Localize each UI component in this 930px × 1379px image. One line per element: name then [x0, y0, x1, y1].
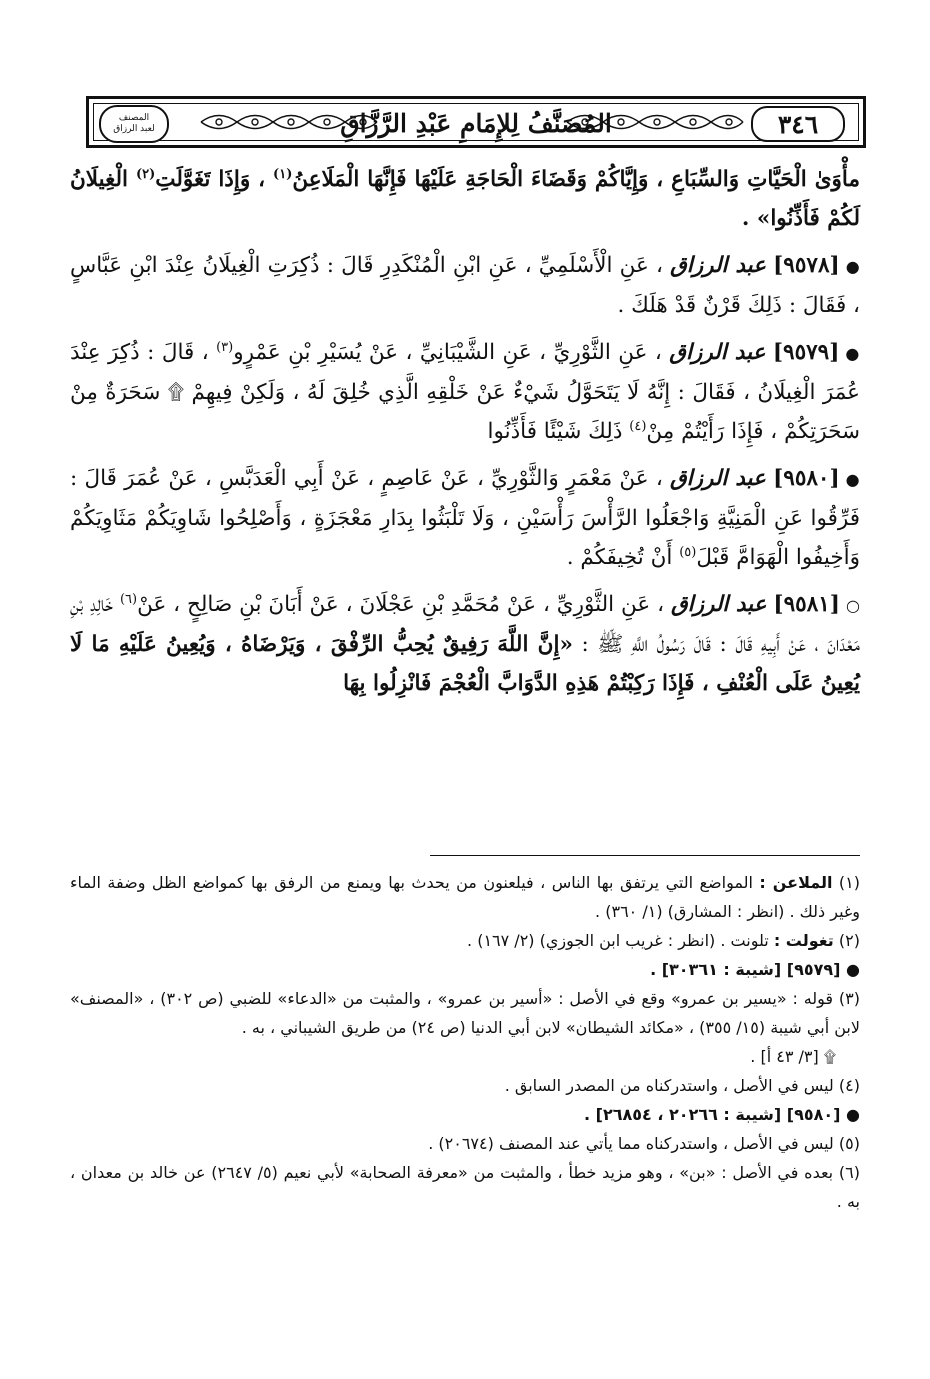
footnote-label: (٣): [838, 989, 860, 1008]
hadith-text: ، قَالَ : ذُكِرَ عِنْدَ عُمَرَ الْغِيلَانُ ، فَقَالَ : إِنَّهُ لَا يَتَحَوَّلُ شَيْءٌ عَنْ خَلْقِهِ الَّذِي خُلِقَ لَهُ ، وَلَكِنْ فِيهِمْ ۩ سَحَرَةٌ مِنْ سَحَرَتِكُمْ ، فَإِذَا رَأَيْتُمْ مِنْ: [70, 340, 860, 444]
author-name: عبد الرزاق: [670, 592, 767, 617]
hadith-text: أَنْ تُخِيفَكُمْ .: [566, 545, 680, 570]
manuscript-ref: ۩ [٣/ ٤٣ أ] .: [750, 1047, 836, 1066]
footnote-ref-1[interactable]: (١): [273, 166, 293, 182]
footnote-ref-5[interactable]: (٥): [679, 544, 697, 560]
page-number: ٣٤٦: [751, 106, 845, 142]
author-name: عبد الرزاق: [670, 253, 766, 278]
footnote-label: (٢): [838, 931, 860, 950]
footnote-term: الملاعن :: [759, 873, 833, 892]
footnote-ref-3[interactable]: (٣): [216, 339, 234, 355]
hadith-continuation: [70, 160, 860, 238]
source-ref-9580: ● [٩٥٨٠] [شيبة : ٢٠٢٦٦ ، ٢٦٨٥٤] .: [584, 1105, 860, 1124]
hadith-text: ، عَنِ الثَّوْرِيِّ ، عَنْ مُحَمَّدِ بْنِ عَجْلَانَ ، عَنْ أَبَانَ بْنِ صَالِحٍ ، عَنْ: [137, 592, 665, 617]
text-segment: ، وَإِذَا تَغَوَّلَتِ: [155, 167, 274, 192]
footnote-6: [70, 1158, 860, 1216]
footnote-2: [70, 926, 860, 955]
page-header: [86, 96, 866, 148]
seal-line-1: المصنف: [118, 113, 150, 123]
footnote-5: [70, 1129, 860, 1158]
footnote-3: [70, 984, 860, 1042]
hadith-9580: [70, 459, 860, 577]
hadith-text: ، عَنْ مَعْمَرٍ وَالثَّوْرِيِّ ، عَنْ عَاصِمٍ ، عَنْ أَبِي الْعَدَبَّسِ ، عَنْ عُمَرَ قَالَ : فَرِّقُوا عَنِ الْمَنِيَّةِ وَاجْعَلُوا الرَّأْسَ رَأْسَيْنِ ، وَلَا تَلْبَثُوا بِدَارِ مَعْجَزَةٍ ، وَأَصْلِحُوا شَاوِيَكُمْ مَثَاوِيَكُمْ وَأَخِيفُوا الْهَوَامَّ قَبْلَ: [70, 466, 860, 570]
author-name: عبد الرزاق: [669, 466, 766, 491]
hadith-number: [٩٥٨٠]: [773, 466, 840, 491]
footnote-label: (٤): [838, 1076, 860, 1095]
hadith-text: ذَلِكَ شَيْئًا فَأَذِّنُوا: [487, 419, 630, 444]
hadith-text: خَالِدِ بْنِ مَعْدَانَ ، عَنْ أَبِيهِ قَالَ : قَالَ رَسُولُ اللَّهِ ﷺ :: [70, 592, 860, 657]
bullet-marker: ●: [845, 344, 860, 363]
book-seal-logo: [99, 105, 169, 143]
footnote-label: (٥): [838, 1134, 860, 1153]
source-ref-9579: ● [٩٥٧٩] [شيبة : ٣٠٣٦١] .: [650, 960, 860, 979]
footnote-text: تلونت . (انظر : غريب ابن الجوزي) (٢/ ١٦٧) .: [467, 931, 769, 950]
bullet-marker: ○: [845, 596, 860, 615]
hadith-9578: [70, 246, 860, 325]
prophetic-saying: «إِنَّ اللَّهَ رَفِيقٌ يُحِبُّ الرِّفْقَ ، وَيَرْضَاهُ ، وَيُعِينُ عَلَيْهِ مَا لَا يُعِينُ عَلَى الْعُنْفِ ، فَإِذَا رَكِبْتُمْ هَذِهِ الدَّوَابَّ الْعُجْمَ فَانْزِلُوا بِهَا: [70, 632, 860, 696]
hadith-9581: [70, 585, 860, 703]
footnote-term: تغولت :: [773, 931, 834, 950]
book-title: المُصَنَّفُ لِلإِمَامِ عَبْدِ الرَّزَّاقِ: [340, 108, 612, 138]
footnote-ref-6[interactable]: (٦): [119, 591, 138, 607]
ornament-left-icon: [199, 109, 379, 135]
footnote-text: بعده في الأصل : «بن» ، وهو مزيد خطأ ، والمثبت من «معرفة الصحابة» لأبي نعيم (٥/ ٢٦٤٧) عن خالد بن معدان ، به .: [70, 1163, 860, 1211]
footnote-ref-2[interactable]: (٢): [135, 166, 156, 182]
text-segment: مأْوَىٰ الْحَيَّاتِ وَالسِّبَاعِ ، وَإِيَّاكُمْ وَقَضَاءَ الْحَاجَةِ عَلَيْهَا فَإِنَّهَا الْمَلَاعِنُ: [292, 167, 860, 192]
footnote-text: ليس في الأصل ، واستدركناه مما يأتي عند المصنف (٢٠٦٧٤) .: [428, 1134, 834, 1153]
footnote-text: قوله : «يسير بن عمرو» وقع في الأصل : «أسير بن عمرو» ، والمثبت من «الدعاء» للضبي (ص ٣٠٢) ، «المصنف» لابن أبي شيبة (١٥/ ٣٥٥) ، «مكائد الشيطان» لابن أبي الدنيا (ص ٢٤) من طريق الشيباني ، به .: [70, 989, 860, 1037]
hadith-number: [٩٥٧٩]: [772, 340, 840, 365]
hadith-text: ، عَنِ الثَّوْرِيِّ ، عَنِ الشَّيْبَانِيِّ ، عَنْ يُسَيْرِ بْنِ عَمْرٍو: [233, 340, 662, 365]
hadith-number: [٩٥٧٨]: [773, 253, 840, 278]
hadith-number: [٩٥٨١]: [773, 592, 840, 617]
footnotes: [70, 868, 860, 1216]
footnote-text: المواضع التي يرتفق بها الناس ، فيلعنون من يحدث بها ويمنع من الرفق بها كمواضع الظل وضفة الماء وغير ذلك . (انظر : المشارق) (١/ ٣٦٠) .: [70, 873, 860, 921]
footnote-text: ليس في الأصل ، واستدركناه من المصدر السابق .: [504, 1076, 834, 1095]
text-segment: الْغِيلَانُ لَكُمْ فَأَذِّنُوا» .: [70, 167, 860, 231]
footnote-4: [70, 1071, 860, 1100]
footnote-label: (٦): [838, 1163, 860, 1182]
hadith-text: ، عَنِ الْأَسْلَمِيِّ ، عَنِ ابْنِ الْمُنْكَدِرِ قَالَ : ذُكِرَتِ الْغِيلَانُ عِنْدَ ابْنِ عَبَّاسٍ ، فَقَالَ : ذَلِكَ قَرْنٌ قَدْ هَلَكَ .: [70, 253, 860, 318]
bullet-marker: ●: [845, 257, 860, 276]
main-text: [70, 160, 860, 711]
footnote-label: (١): [838, 873, 860, 892]
bullet-marker: ●: [845, 470, 861, 489]
hadith-9579: [70, 333, 860, 451]
author-name: عبد الرزاق: [669, 340, 766, 365]
seal-line-2: لعبد الرزاق: [113, 124, 155, 134]
footnote-1: [70, 868, 860, 926]
footnote-ref-4[interactable]: (٤): [629, 418, 647, 434]
footnote-divider: [430, 855, 860, 856]
